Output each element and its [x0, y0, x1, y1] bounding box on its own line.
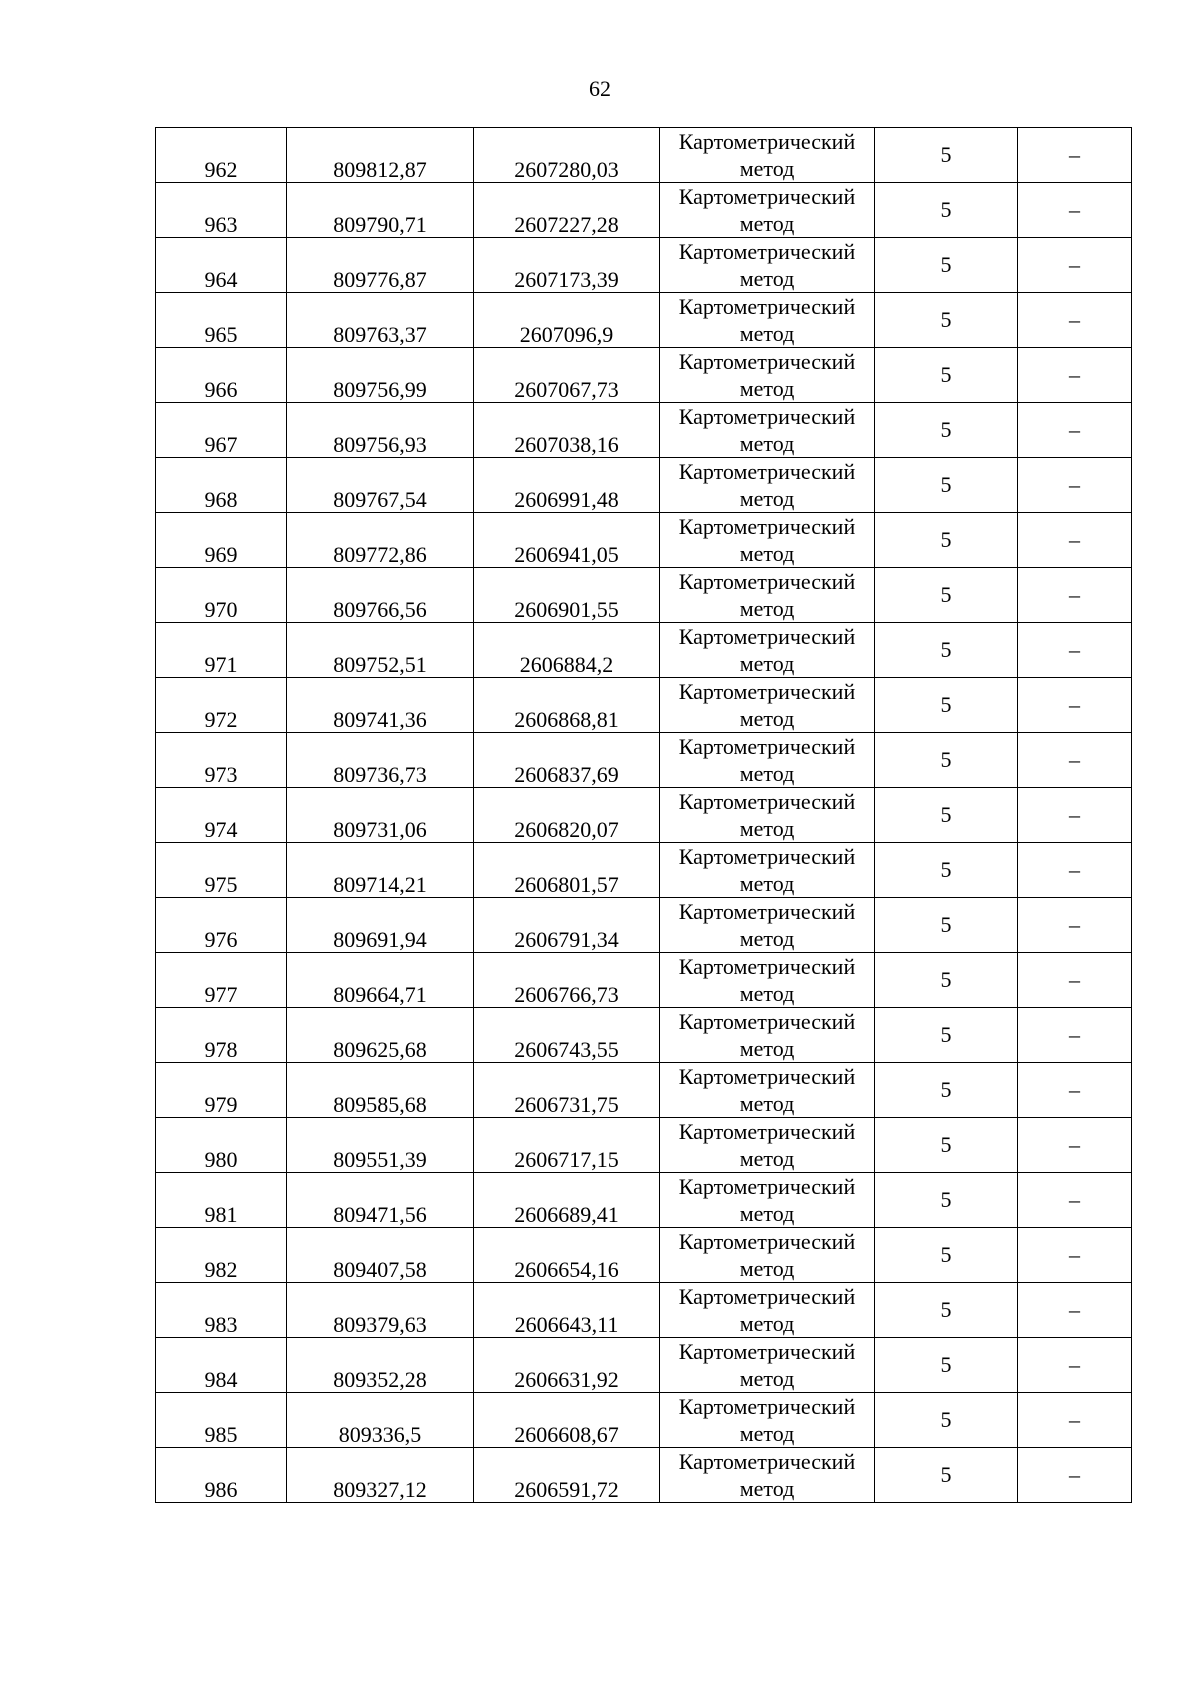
- method-line-2: метод: [739, 761, 795, 786]
- x-coordinate-cell: 809736,73: [287, 733, 474, 788]
- method-cell: [660, 348, 875, 403]
- method-line-1: Картометрический: [678, 349, 856, 374]
- method-cell: [660, 183, 875, 238]
- point-number-cell: 970: [156, 568, 287, 623]
- point-number-cell: 964: [156, 238, 287, 293]
- method-cell: [660, 953, 875, 1008]
- method-line-1: Картометрический: [678, 184, 856, 209]
- method-line-1: Картометрический: [678, 1229, 856, 1254]
- accuracy-cell: 5: [875, 238, 1018, 293]
- point-number-cell: 982: [156, 1228, 287, 1283]
- method-line-1: Картометрический: [678, 1174, 856, 1199]
- note-cell: –: [1018, 733, 1132, 788]
- method-cell: [660, 843, 875, 898]
- note-cell: –: [1018, 513, 1132, 568]
- method-line-2: метод: [739, 1311, 795, 1336]
- method-cell: [660, 898, 875, 953]
- table-row: [156, 1393, 1132, 1448]
- method-line-1: Картометрический: [678, 459, 856, 484]
- table-row: [156, 898, 1132, 953]
- method-cell: [660, 513, 875, 568]
- accuracy-cell: 5: [875, 348, 1018, 403]
- method-cell: [660, 238, 875, 293]
- y-coordinate-cell: 2606689,41: [474, 1173, 660, 1228]
- accuracy-cell: 5: [875, 733, 1018, 788]
- table-row: [156, 403, 1132, 458]
- method-line-2: метод: [739, 1091, 795, 1116]
- method-line-1: Картометрический: [678, 404, 856, 429]
- table-row: [156, 1118, 1132, 1173]
- method-line-1: Картометрический: [678, 1284, 856, 1309]
- method-cell: [660, 733, 875, 788]
- method-cell: [660, 1448, 875, 1503]
- note-cell: –: [1018, 1008, 1132, 1063]
- y-coordinate-cell: 2606820,07: [474, 788, 660, 843]
- point-number-cell: 975: [156, 843, 287, 898]
- table-row: [156, 1448, 1132, 1503]
- table-row: [156, 513, 1132, 568]
- table-body: [156, 128, 1132, 1503]
- x-coordinate-cell: 809776,87: [287, 238, 474, 293]
- x-coordinate-cell: 809585,68: [287, 1063, 474, 1118]
- method-cell: [660, 1173, 875, 1228]
- y-coordinate-cell: 2606884,2: [474, 623, 660, 678]
- method-cell: [660, 1338, 875, 1393]
- y-coordinate-cell: 2606743,55: [474, 1008, 660, 1063]
- x-coordinate-cell: 809407,58: [287, 1228, 474, 1283]
- y-coordinate-cell: 2606791,34: [474, 898, 660, 953]
- y-coordinate-cell: 2606868,81: [474, 678, 660, 733]
- y-coordinate-cell: 2606941,05: [474, 513, 660, 568]
- note-cell: –: [1018, 348, 1132, 403]
- x-coordinate-cell: 809741,36: [287, 678, 474, 733]
- x-coordinate-cell: 809763,37: [287, 293, 474, 348]
- point-number-cell: 974: [156, 788, 287, 843]
- page-number: 62: [589, 76, 611, 101]
- table-row: [156, 458, 1132, 513]
- method-line-1: Картометрический: [678, 679, 856, 704]
- method-cell: [660, 1063, 875, 1118]
- method-line-2: метод: [739, 541, 795, 566]
- table-row: [156, 843, 1132, 898]
- table-row: [156, 1228, 1132, 1283]
- method-cell: [660, 568, 875, 623]
- accuracy-cell: 5: [875, 843, 1018, 898]
- point-number-cell: 973: [156, 733, 287, 788]
- point-number-cell: 966: [156, 348, 287, 403]
- point-number-cell: 963: [156, 183, 287, 238]
- method-line-1: Картометрический: [678, 569, 856, 594]
- table-row: [156, 788, 1132, 843]
- point-number-cell: 981: [156, 1173, 287, 1228]
- method-line-1: Картометрический: [678, 239, 856, 264]
- method-line-2: метод: [739, 706, 795, 731]
- coordinates-table: [155, 127, 1132, 1503]
- accuracy-cell: 5: [875, 293, 1018, 348]
- accuracy-cell: 5: [875, 513, 1018, 568]
- method-line-2: метод: [739, 431, 795, 456]
- method-line-2: метод: [739, 816, 795, 841]
- table-row: [156, 623, 1132, 678]
- y-coordinate-cell: 2606643,11: [474, 1283, 660, 1338]
- table-row: [156, 348, 1132, 403]
- method-line-2: метод: [739, 981, 795, 1006]
- accuracy-cell: 5: [875, 898, 1018, 953]
- method-line-2: метод: [739, 1421, 795, 1446]
- x-coordinate-cell: 809714,21: [287, 843, 474, 898]
- x-coordinate-cell: 809327,12: [287, 1448, 474, 1503]
- accuracy-cell: 5: [875, 128, 1018, 183]
- method-line-1: Картометрический: [678, 1339, 856, 1364]
- note-cell: –: [1018, 623, 1132, 678]
- method-cell: [660, 403, 875, 458]
- x-coordinate-cell: 809352,28: [287, 1338, 474, 1393]
- accuracy-cell: 5: [875, 1118, 1018, 1173]
- y-coordinate-cell: 2606591,72: [474, 1448, 660, 1503]
- point-number-cell: 986: [156, 1448, 287, 1503]
- y-coordinate-cell: 2607038,16: [474, 403, 660, 458]
- y-coordinate-cell: 2606731,75: [474, 1063, 660, 1118]
- method-line-1: Картометрический: [678, 844, 856, 869]
- x-coordinate-cell: 809379,63: [287, 1283, 474, 1338]
- method-cell: [660, 1008, 875, 1063]
- y-coordinate-cell: 2606631,92: [474, 1338, 660, 1393]
- method-line-2: метод: [739, 266, 795, 291]
- accuracy-cell: 5: [875, 183, 1018, 238]
- note-cell: –: [1018, 1338, 1132, 1393]
- point-number-cell: 968: [156, 458, 287, 513]
- method-line-2: метод: [739, 211, 795, 236]
- table-row: [156, 568, 1132, 623]
- point-number-cell: 972: [156, 678, 287, 733]
- method-cell: [660, 1283, 875, 1338]
- note-cell: –: [1018, 898, 1132, 953]
- method-line-1: Картометрический: [678, 899, 856, 924]
- method-line-2: метод: [739, 1146, 795, 1171]
- x-coordinate-cell: 809756,99: [287, 348, 474, 403]
- y-coordinate-cell: 2607096,9: [474, 293, 660, 348]
- accuracy-cell: 5: [875, 1008, 1018, 1063]
- point-number-cell: 967: [156, 403, 287, 458]
- point-number-cell: 971: [156, 623, 287, 678]
- y-coordinate-cell: 2606901,55: [474, 568, 660, 623]
- y-coordinate-cell: 2606717,15: [474, 1118, 660, 1173]
- method-cell: [660, 128, 875, 183]
- method-line-1: Картометрический: [678, 1064, 856, 1089]
- accuracy-cell: 5: [875, 403, 1018, 458]
- x-coordinate-cell: 809336,5: [287, 1393, 474, 1448]
- accuracy-cell: 5: [875, 1063, 1018, 1118]
- y-coordinate-cell: 2607280,03: [474, 128, 660, 183]
- method-cell: [660, 678, 875, 733]
- point-number-cell: 983: [156, 1283, 287, 1338]
- x-coordinate-cell: 809625,68: [287, 1008, 474, 1063]
- x-coordinate-cell: 809731,06: [287, 788, 474, 843]
- point-number-cell: 977: [156, 953, 287, 1008]
- x-coordinate-cell: 809767,54: [287, 458, 474, 513]
- method-line-1: Картометрический: [678, 1449, 856, 1474]
- method-line-2: метод: [739, 156, 795, 181]
- method-line-2: метод: [739, 1201, 795, 1226]
- accuracy-cell: 5: [875, 1393, 1018, 1448]
- accuracy-cell: 5: [875, 1448, 1018, 1503]
- method-line-2: метод: [739, 1036, 795, 1061]
- table-row: [156, 238, 1132, 293]
- y-coordinate-cell: 2606654,16: [474, 1228, 660, 1283]
- method-line-1: Картометрический: [678, 734, 856, 759]
- method-line-1: Картометрический: [678, 1394, 856, 1419]
- note-cell: –: [1018, 1118, 1132, 1173]
- note-cell: –: [1018, 183, 1132, 238]
- x-coordinate-cell: 809772,86: [287, 513, 474, 568]
- method-line-1: Картометрический: [678, 1009, 856, 1034]
- table-row: [156, 1338, 1132, 1393]
- point-number-cell: 978: [156, 1008, 287, 1063]
- note-cell: –: [1018, 1448, 1132, 1503]
- note-cell: –: [1018, 788, 1132, 843]
- y-coordinate-cell: 2606991,48: [474, 458, 660, 513]
- point-number-cell: 962: [156, 128, 287, 183]
- method-line-1: Картометрический: [678, 294, 856, 319]
- note-cell: –: [1018, 1063, 1132, 1118]
- note-cell: –: [1018, 1173, 1132, 1228]
- method-cell: [660, 623, 875, 678]
- method-cell: [660, 1118, 875, 1173]
- x-coordinate-cell: 809664,71: [287, 953, 474, 1008]
- note-cell: –: [1018, 953, 1132, 1008]
- accuracy-cell: 5: [875, 1283, 1018, 1338]
- note-cell: –: [1018, 403, 1132, 458]
- point-number-cell: 976: [156, 898, 287, 953]
- y-coordinate-cell: 2607173,39: [474, 238, 660, 293]
- table-row: [156, 1008, 1132, 1063]
- method-cell: [660, 293, 875, 348]
- accuracy-cell: 5: [875, 568, 1018, 623]
- y-coordinate-cell: 2607227,28: [474, 183, 660, 238]
- accuracy-cell: 5: [875, 1228, 1018, 1283]
- accuracy-cell: 5: [875, 458, 1018, 513]
- method-line-1: Картометрический: [678, 129, 856, 154]
- method-line-2: метод: [739, 1366, 795, 1391]
- x-coordinate-cell: 809471,56: [287, 1173, 474, 1228]
- point-number-cell: 979: [156, 1063, 287, 1118]
- note-cell: –: [1018, 1393, 1132, 1448]
- note-cell: –: [1018, 238, 1132, 293]
- x-coordinate-cell: 809551,39: [287, 1118, 474, 1173]
- y-coordinate-cell: 2606766,73: [474, 953, 660, 1008]
- table-row: [156, 293, 1132, 348]
- point-number-cell: 985: [156, 1393, 287, 1448]
- accuracy-cell: 5: [875, 678, 1018, 733]
- note-cell: –: [1018, 128, 1132, 183]
- x-coordinate-cell: 809752,51: [287, 623, 474, 678]
- method-line-1: Картометрический: [678, 954, 856, 979]
- x-coordinate-cell: 809691,94: [287, 898, 474, 953]
- method-line-1: Картометрический: [678, 789, 856, 814]
- method-cell: [660, 1393, 875, 1448]
- point-number-cell: 984: [156, 1338, 287, 1393]
- note-cell: –: [1018, 1283, 1132, 1338]
- note-cell: –: [1018, 1228, 1132, 1283]
- method-line-2: метод: [739, 321, 795, 346]
- accuracy-cell: 5: [875, 788, 1018, 843]
- method-line-1: Картометрический: [678, 1119, 856, 1144]
- x-coordinate-cell: 809766,56: [287, 568, 474, 623]
- table-row: [156, 953, 1132, 1008]
- method-cell: [660, 458, 875, 513]
- method-line-2: метод: [739, 1256, 795, 1281]
- accuracy-cell: 5: [875, 1338, 1018, 1393]
- table-row: [156, 128, 1132, 183]
- table-row: [156, 678, 1132, 733]
- note-cell: –: [1018, 678, 1132, 733]
- point-number-cell: 980: [156, 1118, 287, 1173]
- x-coordinate-cell: 809756,93: [287, 403, 474, 458]
- accuracy-cell: 5: [875, 953, 1018, 1008]
- method-line-2: метод: [739, 926, 795, 951]
- accuracy-cell: 5: [875, 623, 1018, 678]
- method-line-2: метод: [739, 871, 795, 896]
- point-number-cell: 965: [156, 293, 287, 348]
- note-cell: –: [1018, 568, 1132, 623]
- method-line-2: метод: [739, 486, 795, 511]
- note-cell: –: [1018, 293, 1132, 348]
- method-line-2: метод: [739, 596, 795, 621]
- y-coordinate-cell: 2606837,69: [474, 733, 660, 788]
- x-coordinate-cell: 809790,71: [287, 183, 474, 238]
- note-cell: –: [1018, 458, 1132, 513]
- method-line-1: Картометрический: [678, 514, 856, 539]
- table-row: [156, 1283, 1132, 1338]
- x-coordinate-cell: 809812,87: [287, 128, 474, 183]
- method-cell: [660, 788, 875, 843]
- method-cell: [660, 1228, 875, 1283]
- method-line-2: метод: [739, 651, 795, 676]
- method-line-1: Картометрический: [678, 624, 856, 649]
- table-row: [156, 733, 1132, 788]
- table-row: [156, 1063, 1132, 1118]
- method-line-2: метод: [739, 376, 795, 401]
- point-number-cell: 969: [156, 513, 287, 568]
- y-coordinate-cell: 2606801,57: [474, 843, 660, 898]
- y-coordinate-cell: 2606608,67: [474, 1393, 660, 1448]
- accuracy-cell: 5: [875, 1173, 1018, 1228]
- table-row: [156, 1173, 1132, 1228]
- note-cell: –: [1018, 843, 1132, 898]
- method-line-2: метод: [739, 1476, 795, 1501]
- y-coordinate-cell: 2607067,73: [474, 348, 660, 403]
- table-row: [156, 183, 1132, 238]
